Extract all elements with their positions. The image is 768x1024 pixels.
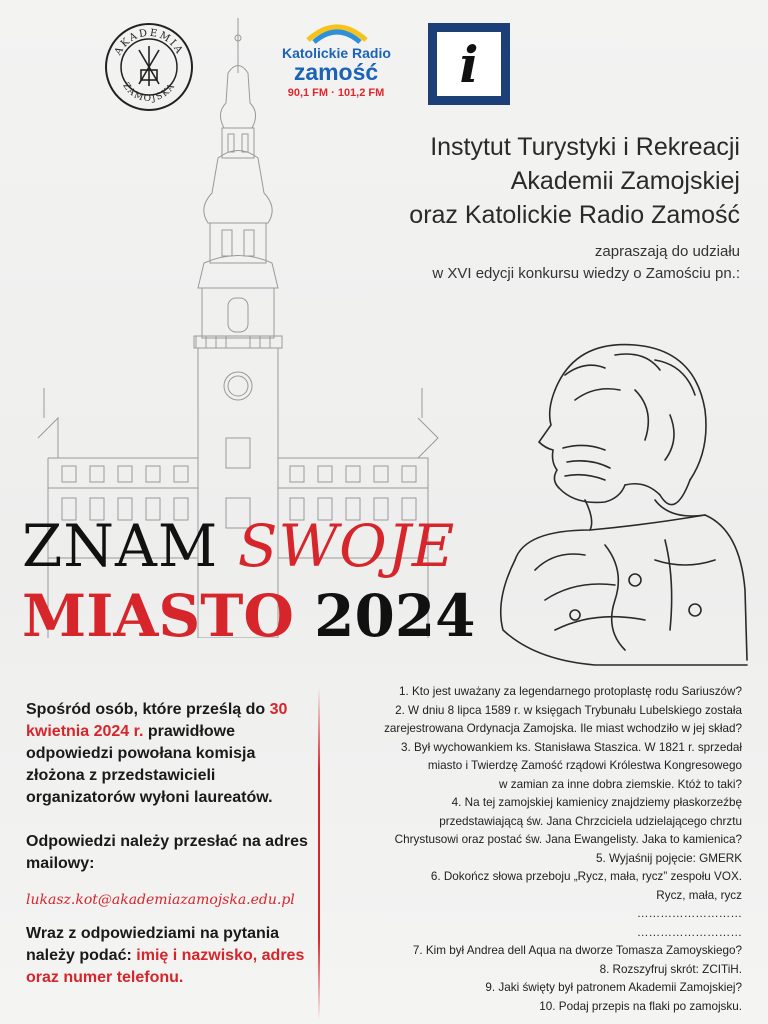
answer-blank: ……………………… bbox=[636, 925, 742, 939]
rules-paragraph-2: Odpowiedzi należy przesłać na adres mailowy: bbox=[26, 833, 308, 872]
seal-text-top: AKADEMIA bbox=[112, 27, 186, 58]
title-line-2 bbox=[22, 582, 476, 650]
radio-logo bbox=[278, 18, 396, 100]
required-data-text: imię i nazwisko, adres oraz numer telefonu. bbox=[26, 947, 305, 986]
question-line: Chrystusowi oraz postać św. Jana Ewangelisty. Jaka to kamienica? bbox=[394, 833, 742, 846]
question-line: 7. Kim był Andrea dell Aqua na dworze Tomasza Zamoyskiego? bbox=[412, 944, 742, 957]
info-icon: i bbox=[437, 32, 501, 96]
organizer-line: Akademii Zamojskiej bbox=[510, 167, 740, 195]
question-line: 8. Rozszyfruj skrót: ZCITiH. bbox=[599, 962, 742, 976]
question-line: 10. Podaj przepis na flaki po zamojsku. bbox=[539, 999, 742, 1013]
email-link[interactable]: lukasz.kot@akademiazamojska.edu.pl bbox=[26, 892, 295, 908]
organizers-heading bbox=[270, 130, 740, 232]
invite-line: w XVI edycji konkursu wiedzy o Zamościu pn.: bbox=[432, 265, 740, 282]
question-line: 5. Wyjaśnij pojęcie: GMERK bbox=[595, 851, 742, 865]
portrait-illustration bbox=[455, 330, 750, 670]
rules-paragraph-1 bbox=[26, 699, 316, 809]
seal-text-bottom: ZAMOJSKA bbox=[120, 81, 178, 105]
email-line bbox=[26, 889, 316, 911]
radio-frequency: 90,1 FM · 101,2 FM bbox=[287, 87, 385, 99]
title-word-miasto: MIASTO bbox=[22, 582, 294, 650]
rules-text: Wraz z odpowiedziami na pytania należy podać: bbox=[26, 925, 280, 964]
academy-seal-logo bbox=[104, 22, 194, 112]
question-line: miasto i Twierdzę Zamość rządowi Królestwa Kongresowego bbox=[427, 759, 742, 772]
red-divider bbox=[318, 688, 320, 1020]
radio-name: Katolickie Radio bbox=[282, 45, 391, 61]
tourist-info-logo bbox=[428, 23, 510, 105]
question-line: Rycz, mała, rycz bbox=[656, 888, 742, 902]
organizer-line: Instytut Turystyki i Rekreacji bbox=[430, 133, 740, 161]
question-line: zarejestrowana Ordynacja Zamojska. Ile miast wchodziło w jej skład? bbox=[384, 722, 742, 735]
organizer-line: oraz Katolickie Radio Zamość bbox=[409, 201, 740, 229]
rules-paragraph-3 bbox=[26, 923, 316, 989]
title-word-swoje: SWOJE bbox=[237, 512, 456, 580]
radio-city: zamość bbox=[293, 59, 379, 85]
question-line: 4. Na tej zamojskiej kamienicy znajdziemy płaskorzeźbę bbox=[451, 796, 742, 809]
questions-list bbox=[322, 683, 742, 1016]
question-line: 6. Dokończ słowa przeboju „Rycz, mała, rycz” zespołu VOX. bbox=[430, 870, 742, 883]
title-word-znam: ZNAM bbox=[22, 512, 219, 580]
rules-text: prawidłowe odpowiedzi powołana komisja złożona z przedstawicieli organizatorów wyłoni laureatów. bbox=[26, 723, 273, 806]
rules-text: Spośród osób, które prześlą do bbox=[26, 701, 266, 718]
question-line: 9. Jaki święty był patronem Akademii Zamojskiej? bbox=[485, 981, 742, 994]
invitation-text bbox=[270, 241, 740, 285]
answer-blank: ……………………… bbox=[636, 907, 742, 920]
question-line: 3. Był wychowankiem ks. Stanisława Staszica. W 1821 r. sprzedał bbox=[400, 740, 742, 754]
deadline-date: 30 kwietnia 2024 r. bbox=[26, 701, 288, 740]
question-line: w zamian za inne dobra ziemskie. Któż to taki? bbox=[499, 777, 742, 791]
title-year: 2024 bbox=[314, 582, 476, 650]
rules-column bbox=[26, 699, 316, 989]
title-line-1 bbox=[22, 512, 455, 580]
invite-line: zapraszają do udziału bbox=[594, 243, 740, 260]
question-line: 1. Kto jest uważany za legendarnego protoplastę rodu Sariuszów? bbox=[398, 685, 742, 698]
question-line: 2. W dniu 8 lipca 1589 r. w księgach Trybunału Lubelskiego została bbox=[395, 703, 742, 717]
question-line: przedstawiającą św. Jana Chrzciciela udzielającego chrztu bbox=[439, 814, 742, 828]
